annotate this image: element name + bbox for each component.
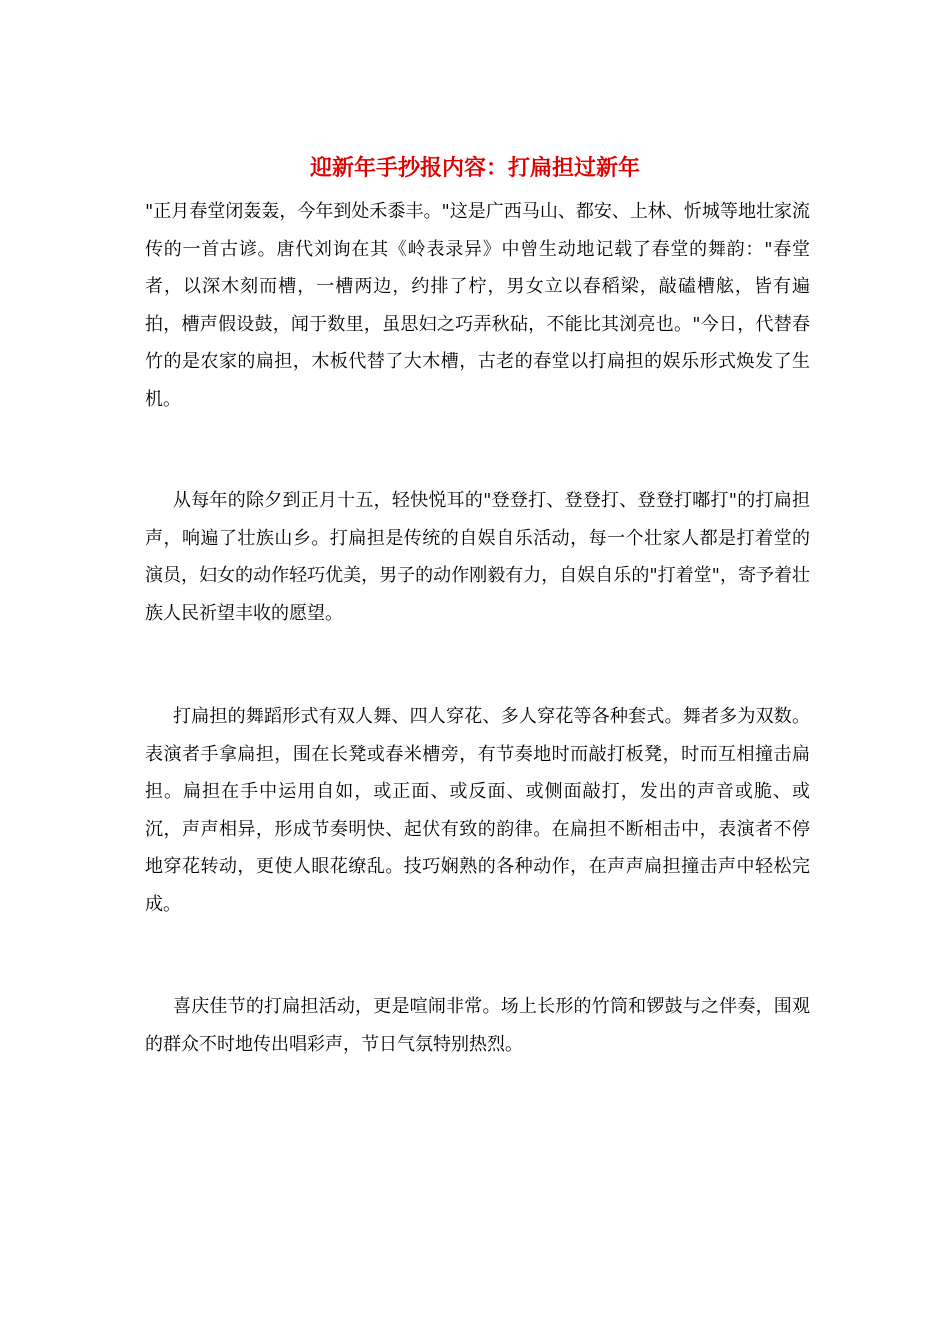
paragraph-4: 喜庆佳节的打扁担活动，更是喧闹非常。场上长形的竹筒和锣鼓与之伴奏，围观的群众不时地传出唱彩声，节日气氛特别热烈。 (145, 996, 810, 1055)
paragraph-1: "正月春堂闭轰轰，今年到处禾黍丰。"这是广西马山、都安、上林、忻城等地壮家流传的一首古谚。唐代刘询在其《岭表录异》中曾生动地记载了春堂的舞韵："春堂者，以深木刻而槽，一槽两边，约排了柠，男女立以春稻梁，敲磕槽舷，皆有遍拍，槽声假设鼓，闻于数里，虽思妇之巧弄秋砧，不能比其浏亮也。"今日，代替春竹的是农家的扁担，木板代替了大木槽，古老的春堂以打扁担的娱乐形式焕发了生机。 (145, 201, 810, 410)
document-title: 迎新年手抄报内容：打扁担过新年 (309, 155, 640, 181)
paragraph-2: 从每年的除夕到正月十五，轻快悦耳的"登登打、登登打、登登打嘟打"的打扁担声，响遍了壮族山乡。打扁担是传统的自娱自乐活动，每一个壮家人都是打着堂的演员，妇女的动作轻巧优美，男子的动作刚毅有力，自娱自乐的"打着堂"，寄予着壮族人民祈望丰收的愿望。 (145, 490, 810, 624)
paragraph-3: 打扁担的舞蹈形式有双人舞、四人穿花、多人穿花等各种套式。舞者多为双数。表演者手拿扁担，围在长凳或春米槽旁，有节奏地时而敲打板凳，时而互相撞击扁担。扁担在手中运用自如，或正面、或反面、或侧面敲打，发出的声音或脆、或沉，声声相异，形成节奏明快、起伏有致的韵律。在扁担不断相击中，表演者不停地穿花转动，更使人眼花缭乱。技巧娴熟的各种动作，在声声扁担撞击声中轻松完成。 (145, 706, 810, 915)
